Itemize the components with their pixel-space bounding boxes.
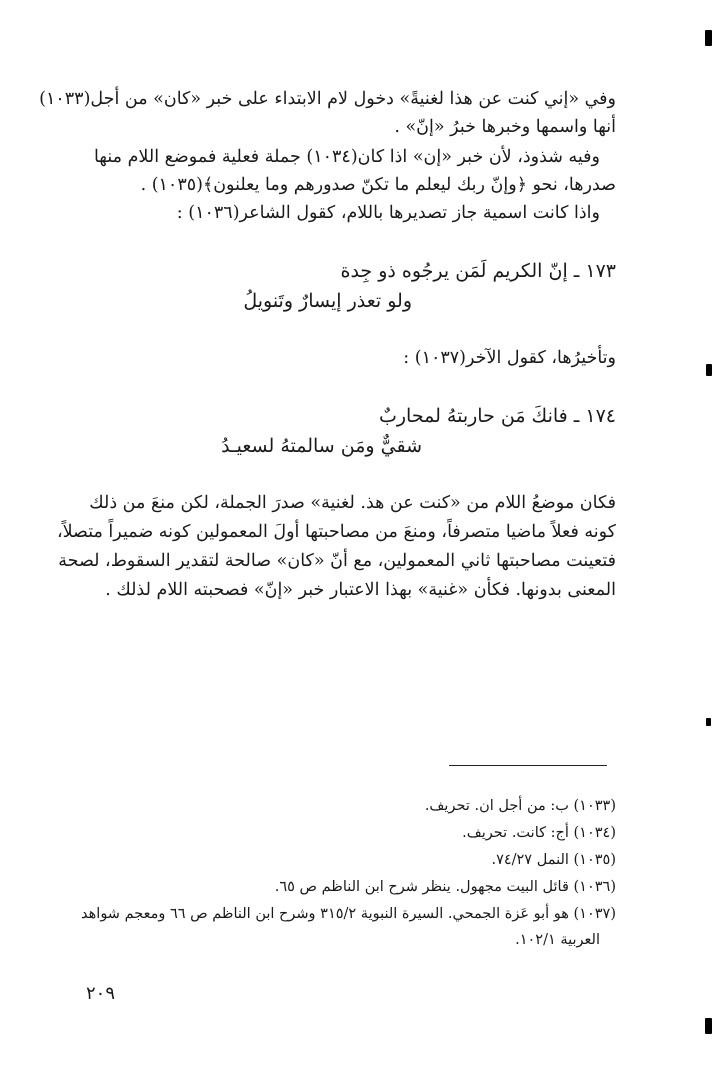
paragraph-4-line-2: كونه فعلاً ماضيا متصرفاً، ومنعَ من مصاحبتها أولَ المعمولين كونه ضميراً متصلاً، xyxy=(56,522,616,542)
paragraph-2-line-2: صدرها، نحو ﴿وإنّ ربك ليعلم ما تكنّ صدورهم وما يعلنون﴾(١٠٣٥) . xyxy=(140,175,616,195)
paragraph-4-line-4: المعنى بدونها. فكأن «غنية» بهذا الاعتبار خبر «إنّ» فصحبته اللام لذلك . xyxy=(105,580,616,600)
scan-edge-mark xyxy=(706,364,712,376)
scan-edge-mark xyxy=(705,30,712,46)
footnote-separator xyxy=(449,765,607,766)
verse-174-second-hemistich: شقيٌّ ومَن سالمتهُ لسعيـدُ xyxy=(221,435,422,457)
paragraph-1-line-2: أنها واسمها وخبرها خبرُ «إنّ» . xyxy=(394,117,616,137)
scan-edge-mark xyxy=(705,1018,712,1034)
verse-173-first-hemistich: ١٧٣ ـ إنّ الكريم لَمَن يرجُوه ذو جِدة xyxy=(340,260,616,282)
paragraph-3: وتأخيرُها، كقول الآخر(١٠٣٧) : xyxy=(403,348,616,368)
paragraph-2-line-1: وفيه شذوذ، لأن خبر «إن» اذا كان(١٠٣٤) جملة فعلية فموضع اللام منها xyxy=(93,147,600,167)
verse-173-second-hemistich: ولو تعذر إيسارٌ وتَنويلُ xyxy=(243,290,412,312)
footnote-1034: (١٠٣٤) أج: كانت. تحريف. xyxy=(462,825,616,841)
footnote-1035: (١٠٣٥) النمل ٧٤/٢٧. xyxy=(491,852,616,868)
footnote-1037-line-2: العربية ١٠٢/١. xyxy=(515,932,600,948)
paragraph-4-line-1: فكان موضعُ اللام من «كنت عن هذ. لغنية» صدرَ الجملة، لكن منعَ من ذلك xyxy=(89,493,616,513)
scan-edge-mark xyxy=(706,718,711,726)
paragraph-2-line-3: واذا كانت اسمية جاز تصديرها باللام، كقول الشاعر(١٠٣٦) : xyxy=(176,203,600,223)
paragraph-4-line-3: فتعينت مصاحبتها ثاني المعمولين، مع أنّ «كان» صالحة لتقدير السقوط، لصحة xyxy=(58,551,616,571)
paragraph-1-line-1: وفي «إني كنت عن هذا لغنيةً» دخول لام الابتداء على خبر «كان» من أجل(١٠٣٣) xyxy=(39,89,616,109)
footnote-1037-line-1: (١٠٣٧) هو أبو عَزة الجمحي. السيرة النبوية ٣١٥/٢ وشرح ابن الناظم ص ٦٦ ومعجم شواهد xyxy=(81,906,616,922)
footnote-1036: (١٠٣٦) قائل البيت مجهول. ينظر شرح ابن الناظم ص ٦٥. xyxy=(274,879,616,895)
page-number: ٢٠٩ xyxy=(86,983,116,1004)
verse-174-first-hemistich: ١٧٤ ـ فانكَ مَن حاربتهُ لمحاربٌ xyxy=(378,405,616,427)
footnote-1033: (١٠٣٣) ب: من أجل ان. تحريف. xyxy=(424,798,616,814)
